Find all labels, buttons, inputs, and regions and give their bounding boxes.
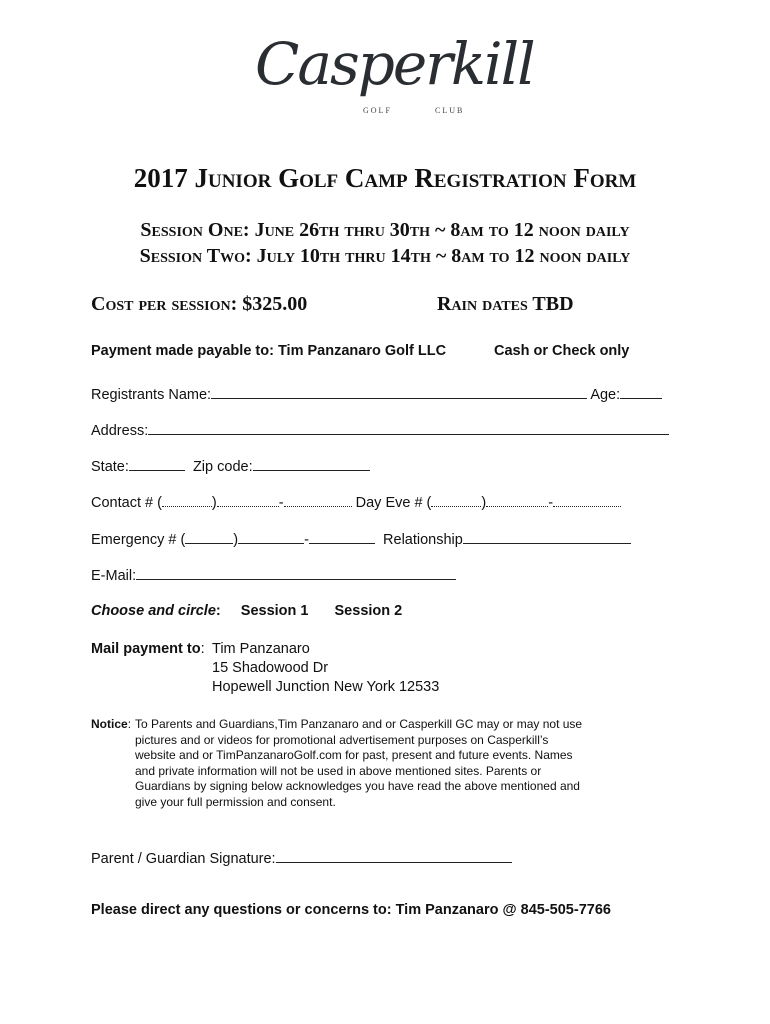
payment-method: Cash or Check only [494, 343, 630, 359]
logo-club-text: CLUB [435, 106, 465, 115]
paren-close: ) [211, 495, 217, 511]
contact-line-field[interactable] [284, 492, 352, 507]
mail-line-name: Tim Panzanaro [212, 641, 310, 657]
emergency-area-code-field[interactable] [185, 529, 233, 544]
notice-text: To Parents and Guardians,Tim Panzanaro and or Casperkill GC may or may not use pictures and or videos for promotional advertisement purposes on Casperkill’s website and or TimPanzanaroGolf.com for past, present and future events. Names and private information will not be used in above mentioned sites. Parents or Guardians by signing below acknowledges you have read the above mentioned and give your full permission and consent. [135, 717, 583, 809]
day-eve-label: Day Eve # ( [355, 495, 432, 511]
logo-script-text: Casperkill [255, 30, 534, 98]
address-field[interactable] [148, 420, 669, 435]
logo-golf-text: GOLF [363, 106, 392, 115]
eve-prefix-field[interactable] [486, 492, 548, 507]
emergency-line-field[interactable] [309, 529, 375, 544]
paren-close: ) [233, 532, 239, 548]
emergency-row [91, 529, 631, 548]
notice-label: Notice [91, 717, 128, 731]
address-label: Address: [91, 423, 149, 439]
zip-field[interactable] [253, 456, 370, 471]
mail-line-street: 15 Shadowood Dr [212, 660, 329, 676]
address-row [91, 420, 669, 439]
eve-area-code-field[interactable] [431, 492, 481, 507]
contact-prefix-field[interactable] [217, 492, 279, 507]
zip-label: Zip code: [192, 459, 253, 475]
notice-colon: : [127, 717, 132, 731]
email-label: E-Mail: [91, 568, 137, 584]
cost-per-session: Cost per session: $325.00 [91, 293, 308, 315]
relationship-field[interactable] [463, 529, 631, 544]
state-label: State: [91, 459, 129, 475]
contact-label: Contact # ( [91, 495, 162, 511]
dash: - [548, 495, 554, 511]
mail-line-city: Hopewell Junction New York 12533 [212, 679, 440, 695]
paren-close: ) [481, 495, 487, 511]
relationship-label: Relationship [383, 532, 463, 548]
rain-dates: Rain dates TBD [437, 293, 574, 315]
mail-payment-label: Mail payment to [91, 641, 201, 657]
registrant-name-field[interactable] [211, 384, 587, 399]
choose-label: Choose and circle [91, 603, 216, 619]
state-zip-row [91, 456, 370, 475]
registrant-name-label: Registrants Name: [91, 387, 212, 403]
eve-line-field[interactable] [553, 492, 621, 507]
session-one-info: Session One: June 26th thru 30th ~ 8am to 12 noon daily [140, 219, 630, 241]
form-title: 2017 Junior Golf Camp Registration Form [133, 163, 637, 193]
choose-colon: : [215, 603, 221, 619]
signature-row [91, 848, 512, 867]
payment-payable: Payment made payable to: Tim Panzanaro Golf LLC [91, 343, 447, 359]
footer-contact: Please direct any questions or concerns to: Tim Panzanaro @ 845-505-7766 [91, 902, 611, 918]
session-1-option[interactable]: Session 1 [240, 603, 309, 619]
dash: - [278, 495, 284, 511]
email-row [91, 565, 456, 584]
session-2-option[interactable]: Session 2 [334, 603, 403, 619]
signature-field[interactable] [276, 848, 512, 863]
emergency-label: Emergency # ( [91, 532, 186, 548]
emergency-prefix-field[interactable] [238, 529, 304, 544]
contact-area-code-field[interactable] [162, 492, 212, 507]
signature-label: Parent / Guardian Signature: [91, 851, 276, 867]
mail-address [212, 640, 439, 697]
age-field[interactable] [620, 384, 662, 399]
session-two-info: Session Two: July 10th thru 14th ~ 8am to 12 noon daily [139, 245, 631, 267]
mail-colon: : [200, 641, 205, 657]
age-label: Age: [590, 387, 621, 403]
casperkill-logo [255, 30, 534, 140]
contact-row [91, 492, 621, 511]
state-field[interactable] [129, 456, 185, 471]
mail-payment-block [91, 640, 440, 695]
choose-session-row [91, 603, 402, 619]
registrant-row [91, 384, 662, 403]
dash: - [304, 532, 309, 548]
notice-block [91, 717, 591, 809]
email-field[interactable] [136, 565, 456, 580]
